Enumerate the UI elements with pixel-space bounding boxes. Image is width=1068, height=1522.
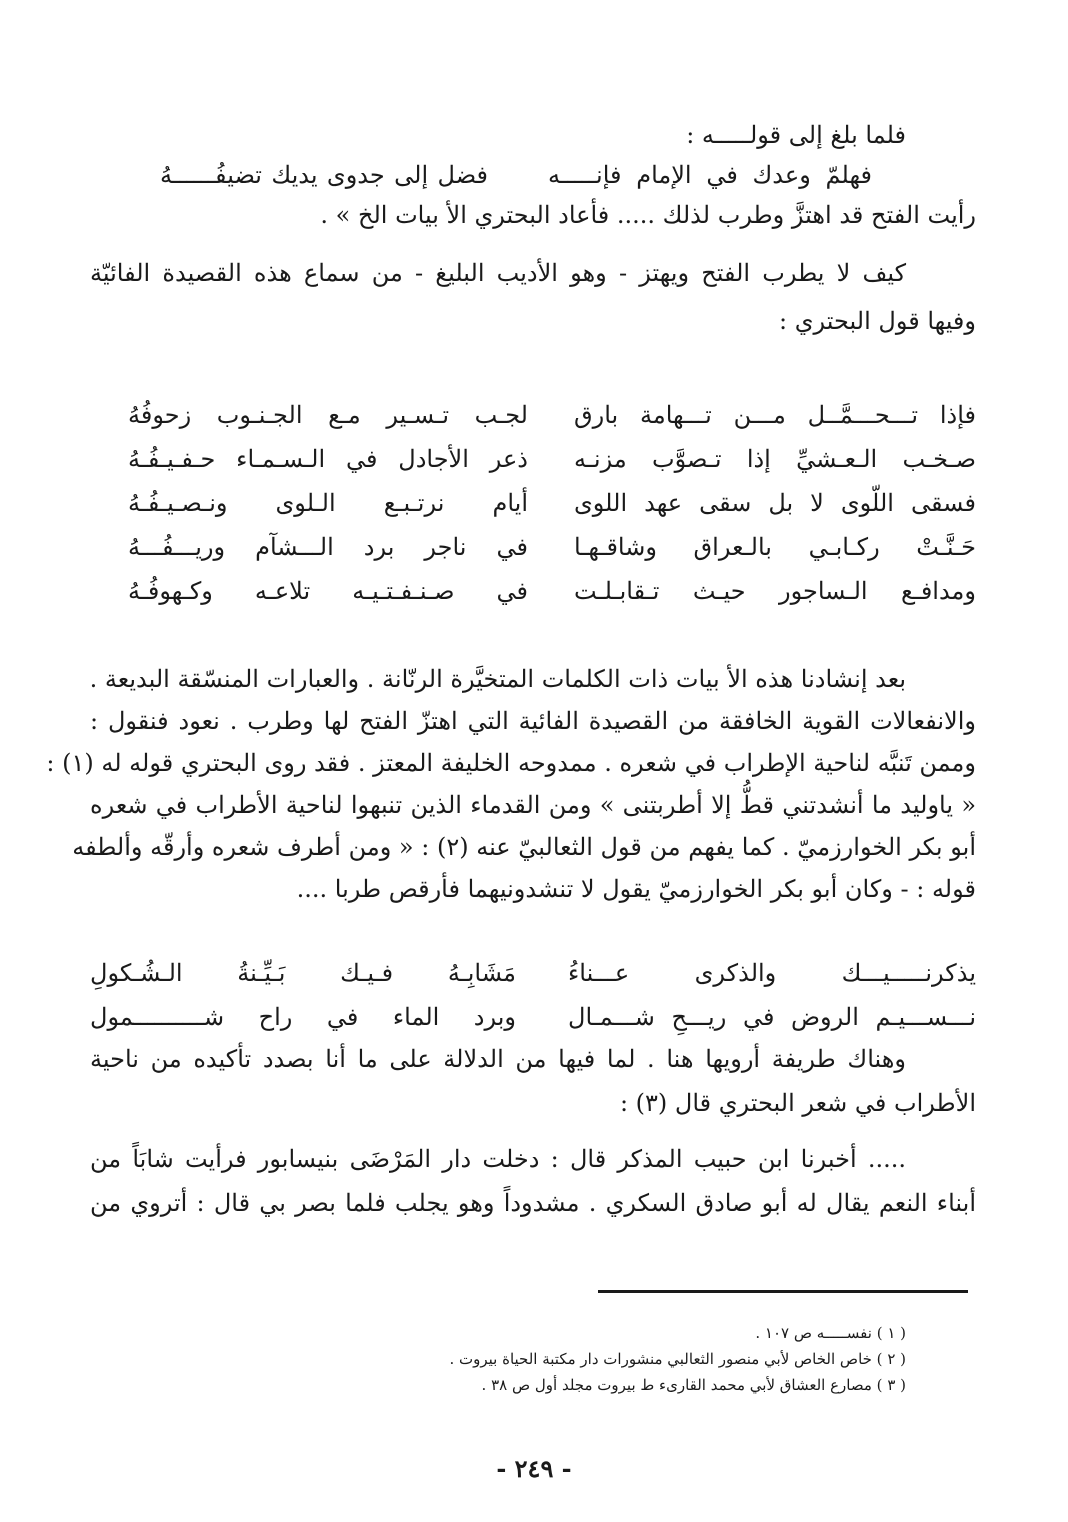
paragraph-4-line-2: أبناء النعم يقال له أبو صادق السكري . مشدوداً وهو يجلب فلما بصر بي قال : أتروي من bbox=[90, 1189, 976, 1217]
paragraph-1-line-2: وفيها قول البحتري : bbox=[779, 307, 976, 335]
paragraph-2-line-3: وممن تَنبَّه لناحية الإطراب في شعره . ممدوحه الخليفة المعتز . فقد روى البحتري قوله له (١) : bbox=[46, 749, 976, 777]
paragraph-3-line-2: الأطراب في شعر البحتري قال (٣) : bbox=[619, 1089, 976, 1117]
footnote-1: ( ١ ) نفســـــه ص ١٠٧ . bbox=[755, 1324, 906, 1342]
poem2-verse-2-right: نـــســـيـم الروض في ريـــحِ شـــمـال bbox=[568, 1003, 976, 1031]
footnote-separator bbox=[598, 1290, 968, 1293]
intro-verse-right: فهلمّ وعدك في الإمام فإنـــــه bbox=[548, 161, 872, 189]
paragraph-2-line-6: قوله : - وكان أبو بكر الخوارزميّ يقول لا تنشدونيهما فأرقص طربا .... bbox=[296, 875, 976, 903]
paragraph-1-line-1: كيف لا يطرب الفتح ويهتز - وهو الأديب البليغ - من سماع هذه القصيدة الفائيّة bbox=[90, 259, 906, 287]
page-number: - ٢٤٩ - bbox=[496, 1454, 572, 1483]
poem1-verse-4-left: في ناجر برد الـــشآم وريـــفُـــهُ bbox=[128, 533, 528, 561]
paragraph-3-line-1: وهناك طريفة أرويها هنا . لما فيها من الدلالة على ما أنا بصدد تأكيده من ناحية bbox=[90, 1045, 906, 1073]
poem2-verse-2-left: وبرد الماء في راح شــــــــــمول bbox=[90, 1003, 516, 1031]
paragraph-2-line-1: بعد إنشادنا هذه الأ بيات ذات الكلمات المتخيَّرة الرنّانة . والعبارات المنسّقة البديعة . bbox=[89, 665, 906, 693]
paragraph-4-line-1: ..... أخبرنا ابن حبيب المذكر قال : دخلت دار المَرْضَى بنيسابور فرأيت شابَاً من bbox=[90, 1145, 906, 1173]
footnote-3: ( ٣ ) مصارع العشاق لأبي محمد القارىء ط بيروت مجلد أول ص ٣٨ . bbox=[481, 1376, 906, 1394]
footnote-2: ( ٢ ) خاص الخاص لأبي منصور الثعالبي منشورات دار مكتبة الحياة بيروت . bbox=[449, 1350, 906, 1368]
paragraph-2-line-5: أبو بكر الخوارزميّ . كما يفهم من قول الثعالبيّ عنه (٢) : « ومن أطرف شعره وأرقّه وألطفه bbox=[72, 833, 976, 861]
intro-line-2: رأيت الفتح قد اهتزَّ وطرب لذلك ..... فأعاد البحتري الأ بيات الخ » . bbox=[320, 201, 976, 229]
poem1-verse-3-left: أيام نرتـبـع الـلوى ونـصـيـفُـهُ bbox=[128, 489, 528, 517]
poem2-verse-1-right: يذكرنـــــيـــك والذكرى عـــناءُ bbox=[568, 959, 976, 987]
poem1-verse-1-left: لجـب تـسـير مـع الجـنـوب زحوفُهُ bbox=[128, 401, 528, 429]
poem1-verse-2-left: ذعر الأجادل في الـسـمـاء حـفـيـفُـهُ bbox=[128, 445, 528, 473]
poem1-verse-3-right: فسقى اللّوى لا بل سقى عهد اللوى bbox=[574, 489, 976, 517]
poem1-verse-4-right: حَـنَّـتْ ركـابـي بالـعراق وشاقـهـا bbox=[574, 533, 976, 561]
poem1-verse-2-right: صـخـب الـعـشيِّ إذا تـصوَّب مزنـه bbox=[574, 445, 976, 473]
poem1-verse-5-left: في صـنـفـتـيـه تلاعـه وكـهوفُـهُ bbox=[128, 577, 528, 605]
poem1-verse-1-right: فإذا تـــحـــمَّــل مـــن تـــهامة بارق bbox=[574, 401, 976, 429]
paragraph-2-line-4: « ياوليد ما أنشدتني قطُّ إلا أطربتنى » ومن القدماء الذين تنبهوا لناحية الأطراب في شعره bbox=[90, 791, 976, 819]
paragraph-2-line-2: والانفعالات القوية الخافقة من القصيدة الفائية التي اهتزّ الفتح لها وطرب . نعود فنقول : bbox=[90, 707, 976, 735]
poem1-verse-5-right: ومدافـع الـساجور حيـث تـقابـلـت bbox=[574, 577, 976, 605]
intro-verse-left: فضل إلى جدوى يديك تضيفُــــــهُ bbox=[160, 161, 488, 189]
poem2-verse-1-left: مَشَابِـهُ فـيـك بَـيِّـنةُ الـشُـكولِ bbox=[90, 959, 516, 987]
intro-line-1: فلما بلغ إلى قولـــــه : bbox=[686, 121, 906, 149]
